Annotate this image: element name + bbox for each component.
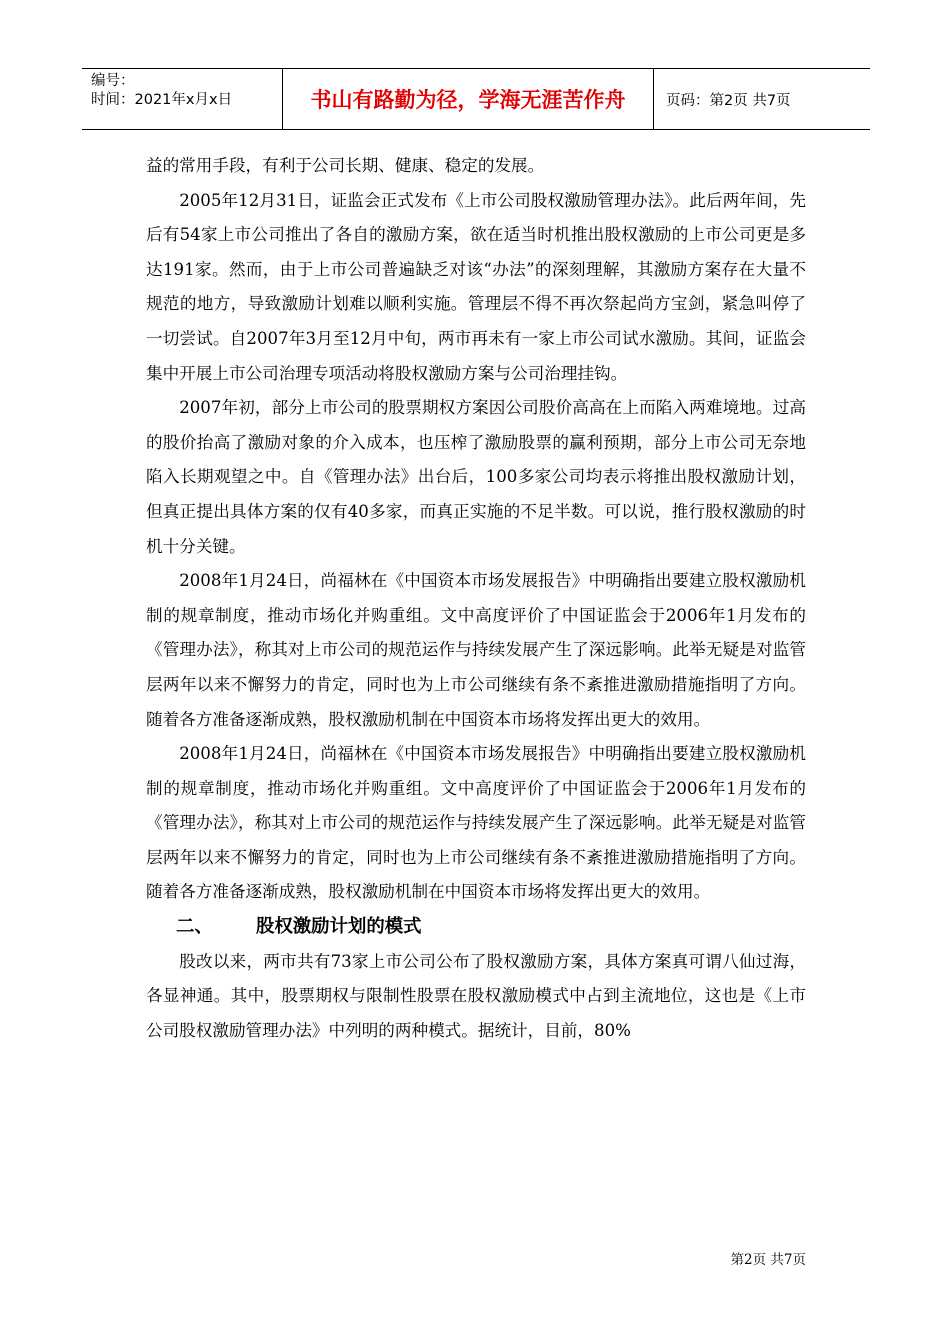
document-number-label: 编号： — [91, 73, 135, 89]
paragraph-3: 2007年初，部分上市公司的股票期权方案因公司股价高高在上而陷入两难境地。过高的股价抬高了激励对象的介入成本，也压榨了激励股票的赢利预期，部分上市公司无奈地陷入长期观望之中。自《管理办法》出台后，100多家公司均表示将推出股权激励计划，但真正提出具体方案的仅有40多家，而真正实施的不足半数。可以说，推行股权激励的时机十分关键。 — [146, 398, 806, 556]
paragraph-1: 益的常用手段，有利于公司长期、健康、稳定的发展。 — [146, 156, 545, 175]
header-meta — [82, 69, 282, 129]
paragraph-4: 2008年1月24日，尚福林在《中国资本市场发展报告》中明确指出要建立股权激励机制的规章制度，推动市场化并购重组。文中高度评价了中国证监会于2006年1月发布的《管理办法》，称其对上市公司的规范运作与持续发展产生了深远影响。此举无疑是对监管层两年以来不懈努力的肯定，同时也为上市公司继续有条不紊推进激励措施指明了方向。随着各方准备逐渐成熟，股权激励机制在中国资本市场将发挥出更大的效用。 — [146, 571, 806, 729]
paragraph-5: 2008年1月24日，尚福林在《中国资本市场发展报告》中明确指出要建立股权激励机制的规章制度，推动市场化并购重组。文中高度评价了中国证监会于2006年1月发布的《管理办法》，称其对上市公司的规范运作与持续发展产生了深远影响。此举无疑是对监管层两年以来不懈努力的肯定，同时也为上市公司继续有条不紊推进激励措施指明了方向。随着各方准备逐渐成熟，股权激励机制在中国资本市场将发挥出更大的效用。 — [146, 744, 806, 902]
paragraph-2: 2005年12月31日，证监会正式发布《上市公司股权激励管理办法》。此后两年间，先后有54家上市公司推出了各自的激励方案，欲在适当时机推出股权激励的上市公司更是多达191家。然而，由于上市公司普遍缺乏对该“办法”的深刻理解，其激励方案存在大量不规范的地方，导致激励计划难以顺利实施。管理层不得不再次祭起尚方宝剑，紧急叫停了一切尝试。自2007年3月至12月中旬，两市再未有一家上市公司试水激励。其间，证监会集中开展上市公司治理专项活动将股权激励方案与公司治理挂钩。 — [146, 190, 806, 383]
section-number: 二、 — [176, 916, 213, 938]
page-footer: 第2页 共7页 — [730, 1252, 806, 1268]
document-time-label: 时间：2021年x月x日 — [91, 92, 233, 108]
section-title: 股权激励计划的模式 — [256, 916, 422, 938]
paragraph-6: 股改以来，两市共有73家上市公司公布了股权激励方案，具体方案真可谓八仙过海，各显神通。其中，股票期权与限制性股票在股权激励模式中占到主流地位，这也是《上市公司股权激励管理办法》中列明的两种模式。据统计，目前，80% — [146, 951, 806, 1040]
page-header — [82, 68, 870, 130]
section-heading — [146, 910, 806, 945]
document-body — [146, 149, 806, 1048]
header-page-number: 页码：第2页 共7页 — [666, 92, 791, 109]
header-motto: 书山有路勤为径，学海无涯苦作舟 — [282, 69, 654, 129]
